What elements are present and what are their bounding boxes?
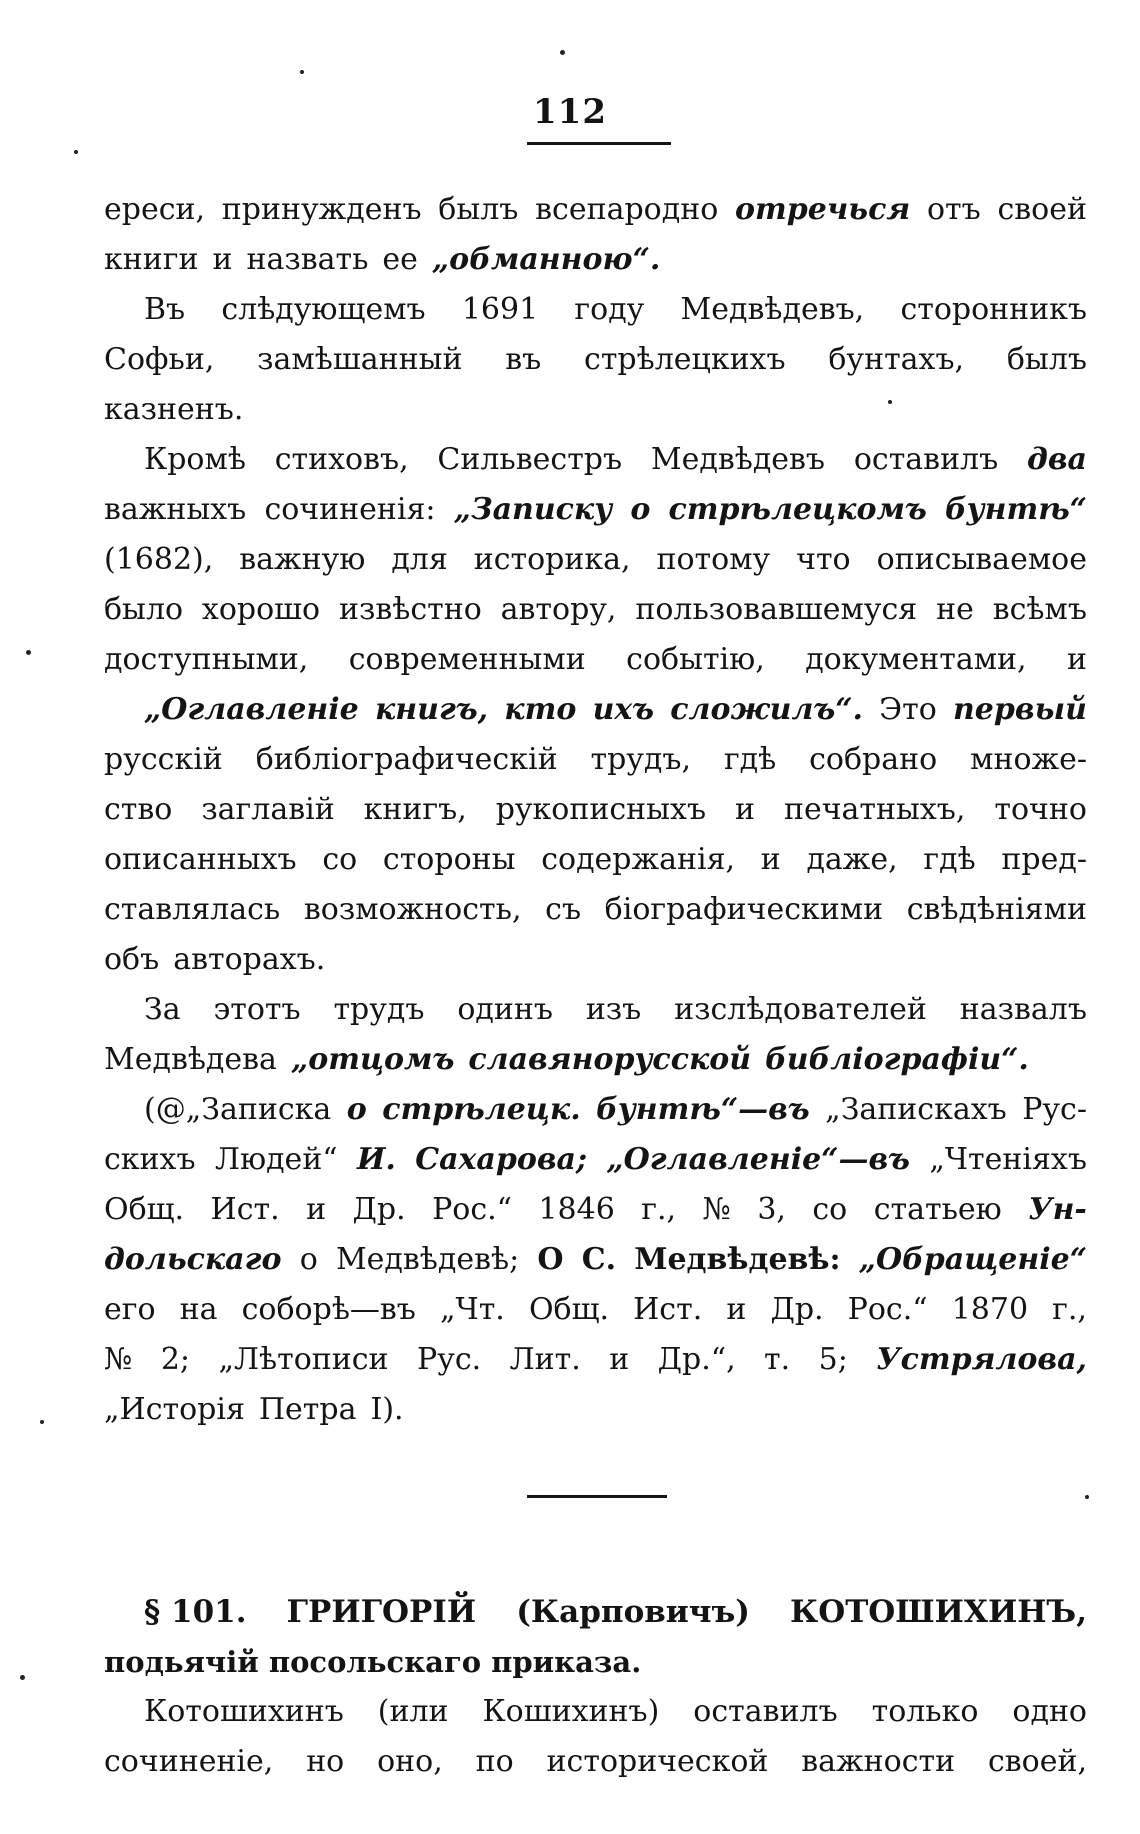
word: Софьи,: [104, 342, 215, 377]
word: оставилъ: [693, 1694, 838, 1729]
word: казненъ.: [104, 392, 244, 427]
word: отречься: [735, 192, 911, 227]
word: Людей“: [214, 1142, 338, 1177]
word: свѣдѣніями: [906, 892, 1087, 927]
section-body: [104, 1687, 1087, 1787]
word: историка,: [473, 542, 631, 577]
word: о: [299, 1242, 318, 1277]
word: И.: [357, 1142, 396, 1177]
word: о: [630, 492, 651, 527]
word: Рус-: [1022, 1092, 1087, 1127]
word: описываемое: [876, 542, 1087, 577]
word: №: [702, 1192, 731, 1227]
word: и: [735, 792, 755, 827]
text-line: [104, 1085, 1087, 1135]
text-line: [104, 535, 1087, 585]
word: Петра: [258, 1392, 357, 1427]
word: пользовавшемуся: [635, 592, 918, 627]
word: трудъ: [333, 992, 425, 1027]
word: „отцомъ: [290, 1042, 455, 1077]
word: 1846: [538, 1192, 615, 1227]
word: ство: [104, 792, 173, 827]
text-line: [104, 935, 1087, 985]
text-line: [104, 1185, 1087, 1235]
word: бунтѣ“: [944, 492, 1087, 527]
word: біографическими: [604, 892, 884, 927]
body-paragraphs: [104, 185, 1087, 1435]
word: былъ: [438, 192, 519, 227]
word: кто: [504, 692, 577, 727]
text-line: [104, 1385, 1087, 1435]
word: Устрялова,: [876, 1342, 1087, 1377]
word: книгъ,: [374, 692, 489, 727]
word: „Оглавленіе“—въ: [606, 1142, 910, 1177]
word: Рос.“: [432, 1192, 513, 1227]
word: авторахъ.: [173, 942, 326, 977]
text-line: [104, 685, 1087, 735]
word: Рос.“: [847, 1292, 928, 1327]
word: Общ.: [528, 1292, 610, 1327]
word: 2;: [160, 1342, 191, 1377]
page-number-underline: [527, 142, 671, 145]
word: бунтахъ,: [828, 342, 965, 377]
scan-speck: [888, 400, 892, 404]
word: множе-: [970, 742, 1087, 777]
word: Ист.: [633, 1292, 703, 1327]
text-line: [104, 485, 1087, 535]
word: славянорусской: [468, 1042, 752, 1077]
word: т.: [764, 1342, 791, 1377]
word: „Лѣтописи: [218, 1342, 389, 1377]
section-divider-rule: [527, 1495, 667, 1498]
word: и: [1066, 642, 1087, 677]
word: 3,: [757, 1192, 786, 1227]
word: Др.“,: [657, 1342, 736, 1377]
section-heading: [104, 1587, 1087, 1637]
heading-word: (Карповичъ): [516, 1594, 750, 1630]
word: его: [104, 1292, 156, 1327]
word: „Оглавленіе: [144, 692, 359, 727]
word: со: [812, 1192, 848, 1227]
word: этотъ: [213, 992, 301, 1027]
word: Медвѣдевѣ;: [335, 1242, 520, 1277]
scan-speck: [26, 650, 31, 655]
word: своей: [997, 192, 1087, 227]
word: пред-: [1001, 842, 1087, 877]
word: стрѣлецкомъ: [668, 492, 927, 527]
word: одно: [1012, 1694, 1087, 1729]
word: оно,: [377, 1744, 443, 1779]
word: сочиненіе,: [104, 1744, 274, 1779]
word: ереси,: [104, 192, 206, 227]
word: потому: [656, 542, 771, 577]
word: принужденъ: [221, 192, 422, 227]
word: два: [1027, 442, 1087, 477]
word: гдѣ: [923, 842, 976, 877]
word: г.,: [1052, 1292, 1087, 1327]
word: своей,: [987, 1744, 1087, 1779]
word: ихъ: [592, 692, 655, 727]
word: Медвѣдевѣ:: [634, 1242, 841, 1277]
word: 5;: [818, 1342, 848, 1377]
word: на: [179, 1292, 218, 1327]
word: (или: [377, 1694, 449, 1729]
word: рукописныхъ: [495, 792, 707, 827]
word: Др.: [770, 1292, 824, 1327]
word: Сахарова;: [415, 1142, 588, 1177]
word: замѣшанный: [257, 342, 463, 377]
word: I).: [370, 1392, 404, 1427]
word: важности: [801, 1744, 956, 1779]
scan-speck: [300, 70, 304, 74]
word: библіографіи“.: [765, 1042, 1029, 1077]
word: важную: [239, 542, 366, 577]
word: заглавій: [201, 792, 335, 827]
text-line: [104, 435, 1087, 485]
word: стрѣлецк.: [382, 1092, 581, 1127]
word: печатныхъ,: [783, 792, 966, 827]
word: собрано: [809, 742, 938, 777]
word: только: [871, 1694, 979, 1729]
word: (1682),: [104, 542, 214, 577]
word: (@„Записка: [144, 1092, 332, 1127]
word: автору,: [500, 592, 617, 627]
word: и: [726, 1292, 747, 1327]
word: слѣдующемъ: [221, 292, 426, 327]
word: доступными,: [104, 642, 309, 677]
scan-speck: [1085, 1495, 1089, 1499]
word: описанныхъ: [104, 842, 297, 877]
word: бунтѣ“—въ: [596, 1092, 810, 1127]
word: Рус.: [416, 1342, 482, 1377]
text-line: [104, 1687, 1087, 1737]
word: „Запискахъ: [825, 1092, 1007, 1127]
word: Котошихинъ: [144, 1694, 344, 1729]
text-line: [104, 1335, 1087, 1385]
word: дольскаго: [104, 1242, 282, 1277]
word: но: [306, 1744, 345, 1779]
word: Ист.: [210, 1192, 280, 1227]
word: даже,: [806, 842, 898, 877]
text-line: [104, 1737, 1087, 1787]
word: со: [322, 842, 358, 877]
word: За: [144, 992, 181, 1027]
word: документами,: [805, 642, 1027, 677]
word: и: [760, 842, 781, 877]
word: стороны: [382, 842, 516, 877]
word: „Обращеніе“: [858, 1242, 1087, 1277]
scan-speck: [74, 150, 78, 154]
word: Кромѣ: [144, 442, 246, 477]
text-line: [104, 1235, 1087, 1285]
word: Сильвестръ: [437, 442, 623, 477]
word: точно: [994, 792, 1087, 827]
word: книгъ,: [363, 792, 467, 827]
text-line: [104, 885, 1087, 935]
text-column: [104, 185, 1087, 1787]
text-line: [104, 735, 1087, 785]
word: всѣмъ: [992, 592, 1087, 627]
word: былъ: [1006, 342, 1087, 377]
word: соборѣ—въ: [241, 1292, 416, 1327]
word: съ: [545, 892, 582, 927]
word: Медвѣдевъ,: [680, 292, 865, 327]
word: отъ: [926, 192, 981, 227]
text-line: [104, 185, 1087, 235]
word: Въ: [144, 292, 186, 327]
word: и: [609, 1342, 630, 1377]
word: назвать: [246, 242, 369, 277]
word: Это: [879, 692, 937, 727]
word: ставлялась: [104, 892, 281, 927]
word: „Чт.: [439, 1292, 505, 1327]
word: первый: [953, 692, 1087, 727]
word: по: [475, 1744, 514, 1779]
text-line: [104, 285, 1087, 335]
word: исторической: [546, 1744, 769, 1779]
word: трудъ,: [590, 742, 692, 777]
word: оставилъ: [853, 442, 999, 477]
scan-speck: [560, 50, 565, 55]
page-number: 112: [533, 92, 607, 132]
word: извѣстно: [338, 592, 482, 627]
word: всепародно: [535, 192, 719, 227]
scan-speck: [40, 1420, 44, 1424]
text-line: [104, 835, 1087, 885]
word: событію,: [626, 642, 765, 677]
word: назвалъ: [959, 992, 1087, 1027]
word: книги: [104, 242, 199, 277]
word: и: [212, 242, 233, 277]
word: №: [104, 1342, 133, 1377]
section-separator: [104, 1435, 1087, 1505]
word: О: [537, 1242, 564, 1277]
word: русскій: [104, 742, 223, 777]
word: изслѣдователей: [674, 992, 927, 1027]
text-line: [104, 335, 1087, 385]
word: объ: [104, 942, 160, 977]
text-line: [104, 985, 1087, 1035]
word: Лит.: [509, 1342, 581, 1377]
text-line: [104, 785, 1087, 835]
heading-word: § 101.: [144, 1594, 247, 1630]
word: ее: [382, 242, 418, 277]
word: гдѣ: [723, 742, 777, 777]
word: С.: [581, 1242, 617, 1277]
word: сочиненія:: [264, 492, 436, 527]
text-line: [104, 1035, 1087, 1085]
word: „обманною“.: [431, 242, 661, 277]
word: Общ.: [104, 1192, 185, 1227]
word: современными: [348, 642, 586, 677]
word: Ун-: [1028, 1192, 1087, 1227]
heading-word: ГРИГОРІЙ: [286, 1594, 477, 1630]
word: 1691: [461, 292, 539, 327]
text-line: [104, 385, 1087, 435]
word: библіографическій: [255, 742, 558, 777]
word: содержанія,: [541, 842, 736, 877]
word: году: [574, 292, 645, 327]
word: для: [391, 542, 448, 577]
word: изъ: [585, 992, 642, 1027]
word: г.,: [641, 1192, 677, 1227]
word: Др.: [352, 1192, 406, 1227]
word: Медвѣдева: [104, 1042, 277, 1077]
word: не: [936, 592, 974, 627]
word: важныхъ: [104, 492, 247, 527]
word: статьею: [873, 1192, 1002, 1227]
text-line: [104, 635, 1087, 685]
word: стиховъ,: [274, 442, 409, 477]
text-line: [104, 1135, 1087, 1185]
word: скихъ: [104, 1142, 196, 1177]
word: и: [306, 1192, 327, 1227]
word: было: [104, 592, 184, 627]
word: въ: [505, 342, 542, 377]
word: стрѣлецкихъ: [584, 342, 786, 377]
word: хорошо: [201, 592, 321, 627]
word: 1870: [951, 1292, 1029, 1327]
word: „Исторія: [104, 1392, 245, 1427]
word: „Чтеніяхъ: [929, 1142, 1087, 1177]
word: Кошихинъ): [482, 1694, 660, 1729]
word: „Записку: [453, 492, 613, 527]
heading-word: КОТОШИХИНЪ,: [790, 1594, 1087, 1630]
section-subheading: подьячій посольскаго приказа.: [104, 1645, 642, 1679]
scan-speck: [20, 1675, 25, 1680]
text-line: [104, 585, 1087, 635]
word: что: [796, 542, 851, 577]
text-line: [104, 1285, 1087, 1335]
text-line: [104, 235, 1087, 285]
word: сторонникъ: [900, 292, 1087, 327]
word: сложилъ“.: [670, 692, 863, 727]
word: о: [346, 1092, 367, 1127]
word: возможность,: [303, 892, 522, 927]
word: Медвѣдевъ: [650, 442, 826, 477]
word: одинъ: [457, 992, 553, 1027]
